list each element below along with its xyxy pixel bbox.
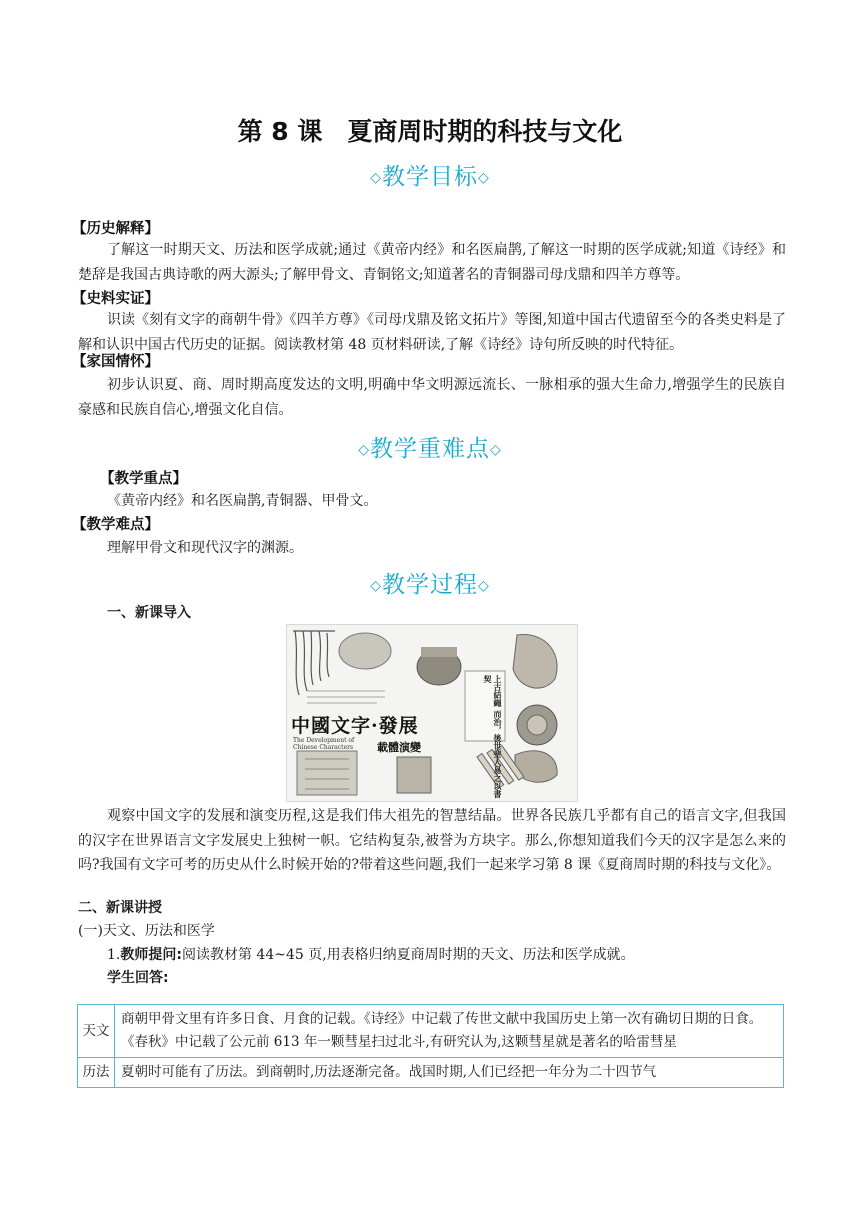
illustration-title: 中國文字·發展 (291, 715, 419, 737)
paragraph-evidence: 识读《刻有文字的商朝牛骨》《四羊方尊》《司母戊鼎及铭文拓片》等图,知道中国古代遗留至今的各类史料是了解和认识中国古代历史的证据。阅读教材第 48 页材料研读,了解《诗经》诗句所反映的时代特征。 (78, 312, 786, 353)
label-evidence: 【史料实证】 (72, 291, 159, 307)
section-heading-process (0, 566, 860, 599)
table-row (78, 1058, 784, 1088)
text-difficult-point: 理解甲骨文和现代汉字的渊源。 (107, 540, 303, 556)
label-key-point: 【教学重点】 (100, 471, 187, 487)
table-row (78, 1005, 784, 1058)
table-row-head: 历法 (78, 1058, 115, 1088)
question-label: 教师提问: (120, 947, 182, 963)
diamond-icon: ◇ (478, 578, 490, 594)
section-title-keypoints: 教学重难点 (370, 436, 490, 462)
text-key-point: 《黄帝内经》和名医扁鹊,青铜器、甲骨文。 (107, 493, 378, 509)
section-heading-keypoints (0, 430, 860, 463)
student-answer-label: 学生回答: (107, 970, 169, 986)
table-cell: 夏朝时可能有了历法。到商朝时,历法逐渐完备。战国时期,人们已经把一年分为二十四节气 (115, 1058, 784, 1088)
chinese-characters-illustration (286, 624, 578, 802)
lesson-title: 第 8 课 夏商周时期的科技与文化 (237, 117, 623, 146)
section-heading-goals (0, 158, 860, 191)
achievements-table (77, 1004, 784, 1088)
illustration-side-text: 上古結繩 而治，後世聖人易之以書契 (483, 675, 503, 798)
heading-lecture: 二、新课讲授 (78, 900, 162, 916)
diamond-icon: ◇ (490, 442, 502, 458)
label-patriotism: 【家国情怀】 (72, 354, 159, 370)
label-difficult-point: 【教学难点】 (72, 517, 159, 533)
teacher-question (107, 944, 635, 964)
subheading-astronomy: (一)天文、历法和医学 (78, 923, 215, 939)
heading-intro: 一、新课导入 (107, 605, 191, 621)
diamond-icon: ◇ (370, 578, 382, 594)
section-title-process: 教学过程 (382, 572, 478, 598)
diamond-icon: ◇ (358, 442, 370, 458)
diamond-icon: ◇ (478, 170, 490, 186)
question-text: 阅读教材第 44~45 页,用表格归纳夏商周时期的天文、历法和医学成就。 (181, 947, 635, 963)
paragraph-patriotism: 初步认识夏、商、周时期高度发达的文明,明确中华文明源远流长、一脉相承的强大生命力,增强学生的民族自豪感和民族自信心,增强文化自信。 (78, 377, 786, 418)
table-row-head: 天文 (78, 1005, 115, 1058)
illustration-subtitle: The Development of Chinese Characters (293, 737, 355, 751)
paragraph-intro: 观察中国文字的发展和演变历程,这是我们伟大祖先的智慧结晶。世界各民族几乎都有自己的语言文字,但我国的汉字在世界语言文字发展史上独树一帜。它结构复杂,被誉为方块字。那么,你想知道我们今天的汉字是怎么来的吗?我国有文字可考的历史从什么时候开始的?带着这些问题,我们一起来学习第 8 课《夏商周时期的科技与文化》。 (78, 808, 786, 873)
illustration-tag: 載體演變 (377, 741, 421, 754)
paragraph-history-explanation: 了解这一时期天文、历法和医学成就;通过《黄帝内经》和名医扁鹊,了解这一时期的医学成就;知道《诗经》和楚辞是我国古典诗歌的两大源头;了解甲骨文、青铜铭文;知道著名的青铜器司母戊鼎和四羊方尊等。 (78, 242, 786, 283)
label-history-explanation: 【历史解释】 (72, 221, 159, 237)
table-cell: 商朝甲骨文里有许多日食、月食的记载。《诗经》中记载了传世文献中我国历史上第一次有确切日期的日食。《春秋》中记载了公元前 613 年一颗彗星扫过北斗,有研究认为,这颗彗星就是著名的哈雷彗星 (115, 1005, 784, 1058)
section-title-goals: 教学目标 (382, 164, 478, 190)
diamond-icon: ◇ (370, 170, 382, 186)
question-number: 1. (107, 947, 121, 963)
